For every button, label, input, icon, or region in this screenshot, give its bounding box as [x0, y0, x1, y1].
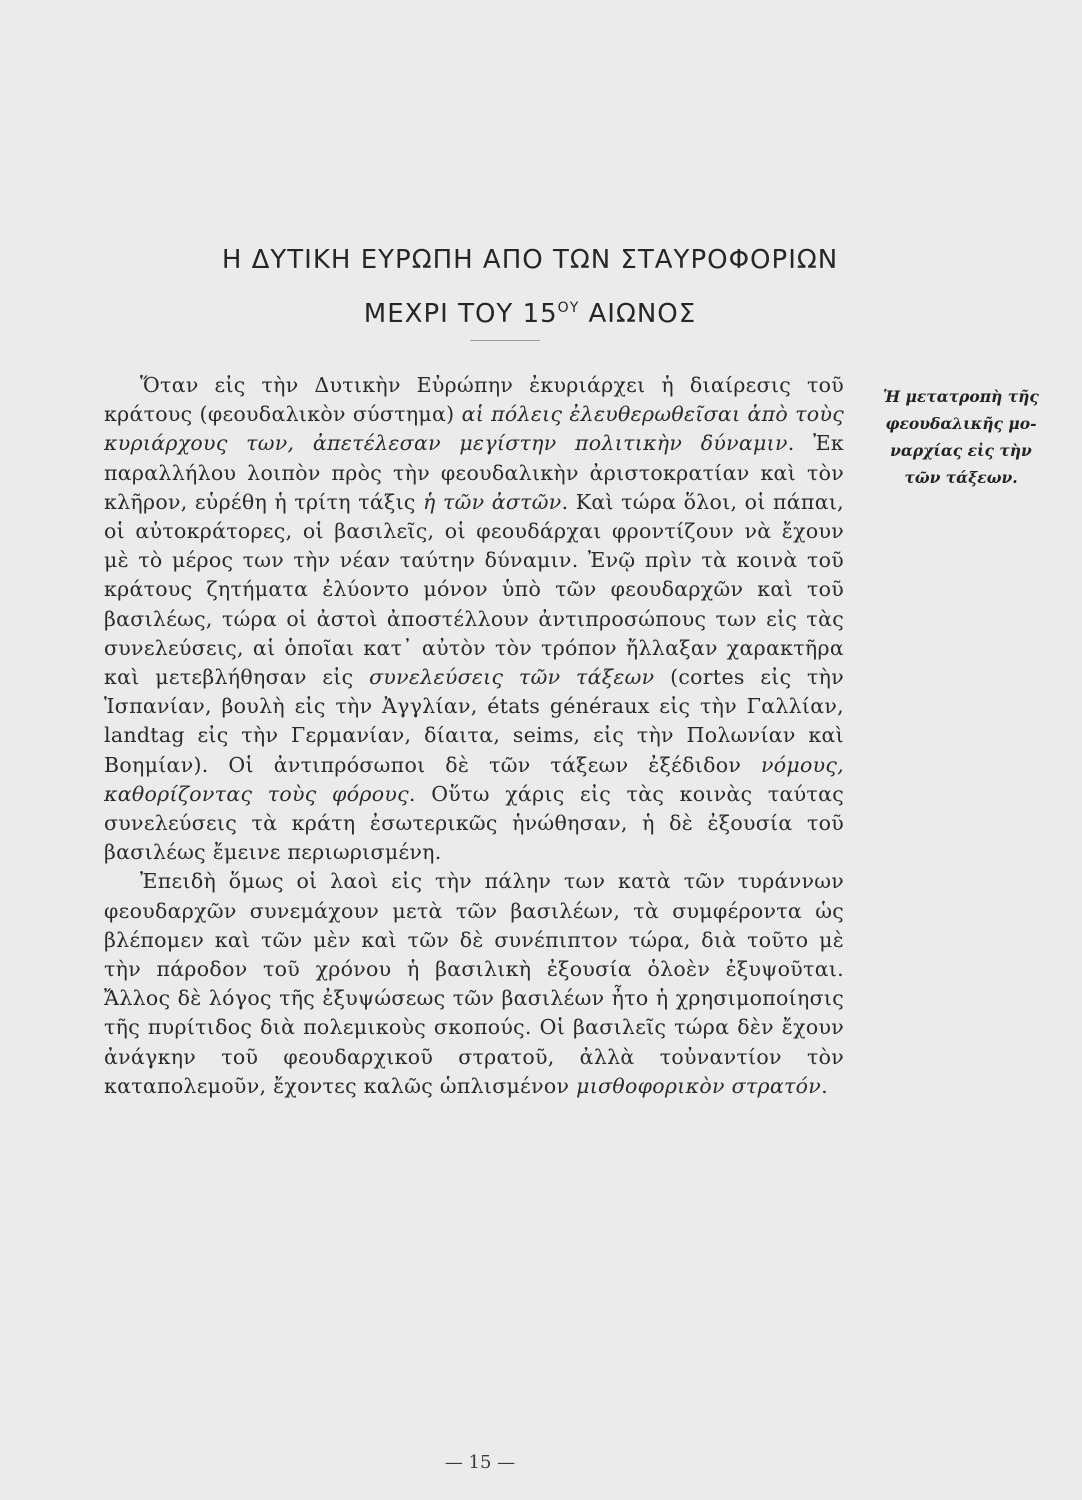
- p1-part-e: . Καὶ τώρα ὅλοι, οἱ πάπαι, οἱ αὐτοκράτορες, οἱ βασιλεῖς, οἱ φεουδάρχαι φροντίζουν νὰ ἔχουν μὲ τὸ μέρος των τὴν νέαν ταύτην δύναμιν. Ἐνῷ πρὶν τὰ κοινὰ τοῦ κράτους ζητήματα ἐλύοντο μόνον ὑπὸ τῶν φεουδαρχῶν καὶ τοῦ βασιλέως, τώρα οἱ ἀστοὶ ἀποστέλλουν ἀντιπροσώπους των εἰς τὰς συνελεύσεις, αἱ ὁποῖαι κατ᾿ αὐτὸν τὸν τρόπον ἤλλαξαν χαρακτῆρα καὶ μετεβλήθησαν εἰς: [104, 489, 844, 690]
- side-note-line-4: τῶν τάξεων.: [904, 468, 1018, 487]
- page-number: — 15 —: [444, 1452, 516, 1473]
- paragraph-1: [104, 371, 844, 867]
- p1-part-g: (cortes εἰς τὴν Ἱσπανίαν, βουλὴ εἰς τὴν Ἀγγλίαν, états généraux εἰς τὴν Γαλλίαν, landtag εἰς τὴν Γερμανίαν, δίαιτα, seims, εἰς τὴν Πολωνίαν καὶ Βοημίαν). Οἱ ἀντιπρόσωποι δὲ τῶν τάξεων ἐξέδιδον: [104, 665, 844, 777]
- chapter-title: [110, 236, 950, 338]
- p1-italic-assemblies: συνελεύσεις τῶν τάξεων: [369, 665, 655, 690]
- chapter-title-line-2: [110, 284, 950, 338]
- body-text: [104, 371, 844, 1101]
- side-note: [856, 383, 1066, 491]
- p2-part-a: Ἐπειδὴ ὅμως οἱ λαοὶ εἰς τὴν πάλην των κατὰ τῶν τυράννων φεουδαρχῶν συνεμάχουν μετὰ τῶν βασιλέων, τὰ συμφέροντα ὡς βλέπομεν καὶ τῶν μὲν καὶ τῶν δὲ συνέπιπτον τώρα, διὰ τοῦτο μὲ τὴν πάροδον τοῦ χρόνου ἡ βασιλικὴ ἐξουσία ὁλοὲν ἐξυψοῦται. Ἄλλος δὲ λόγος τῆς ἐξυψώσεως τῶν βασιλέων ἦτο ἡ χρησιμοποίησις τῆς πυρίτιδος διὰ πολεμικοὺς σκοπούς. Οἱ βασιλεῖς τώρα δὲν ἔχουν ἀνάγκην τοῦ φεουδαρχικοῦ στρατοῦ, ἀλλὰ τοὐναντίον τὸν καταπολεμοῦν, ἔχοντες καλῶς ὡπλισμένον: [104, 869, 844, 1098]
- side-note-line-1: Ἡ μετατροπὴ τῆς: [883, 387, 1039, 406]
- title-divider: [470, 340, 540, 341]
- chapter-title-suffix: ΑΙΩΝΟΣ: [579, 299, 697, 329]
- p1-italic-laws: νόμους, καθορίζοντας τοὺς φόρους: [104, 752, 844, 806]
- p1-part-i: . Οὕτω χάρις εἰς τὰς κοινὰς ταύτας συνελεύσεις τὰ κράτη ἐσωτερικῶς ἡνώθησαν, ἡ δὲ ἐξουσία τοῦ βασιλέως ἔμεινε περιωρισμένη.: [104, 781, 844, 865]
- p1-italic-citizens: ἡ τῶν ἀστῶν: [423, 489, 562, 514]
- p2-italic-army: μισθοφορικὸν στρατόν: [576, 1073, 822, 1098]
- p2-part-c: .: [821, 1073, 828, 1098]
- chapter-title-line-1: Η ΔΥΤΙΚΗ ΕΥΡΩΠΗ ΑΠΟ ΤΩΝ ΣΤΑΥΡΟΦΟΡΙΩΝ: [221, 245, 839, 275]
- p1-part-a: Ὅταν εἰς τὴν Δυτικὴν Εὐρώπην ἐκυριάρχει ἡ διαίρεσις τοῦ κράτους (φεουδαλικὸν σύστημα): [104, 373, 844, 427]
- ordinal-superscript: ΟΥ: [557, 300, 580, 316]
- p1-part-c: . Ἐκ παραλλήλου λοιπὸν πρὸς τὴν φεουδαλικὴν ἀριστοκρατίαν καὶ τὸν κλῆρον, εὑρέθη ἡ τρίτη τάξις: [104, 431, 844, 514]
- chapter-title-prefix: ΜΕΧΡΙ ΤΟΥ 15: [363, 299, 558, 329]
- p1-italic-cities: αἱ πόλεις ἐλευθερωθεῖσαι ἀπὸ τοὺς κυριάρχους των, ἀπετέλεσαν μεγίστην πολιτικὴν δύναμιν: [104, 402, 844, 456]
- side-note-line-3: ναρχίας εἰς τὴν: [890, 441, 1032, 460]
- paragraph-2: [104, 867, 844, 1101]
- side-note-line-2: φεουδαλικῆς μο-: [885, 414, 1037, 433]
